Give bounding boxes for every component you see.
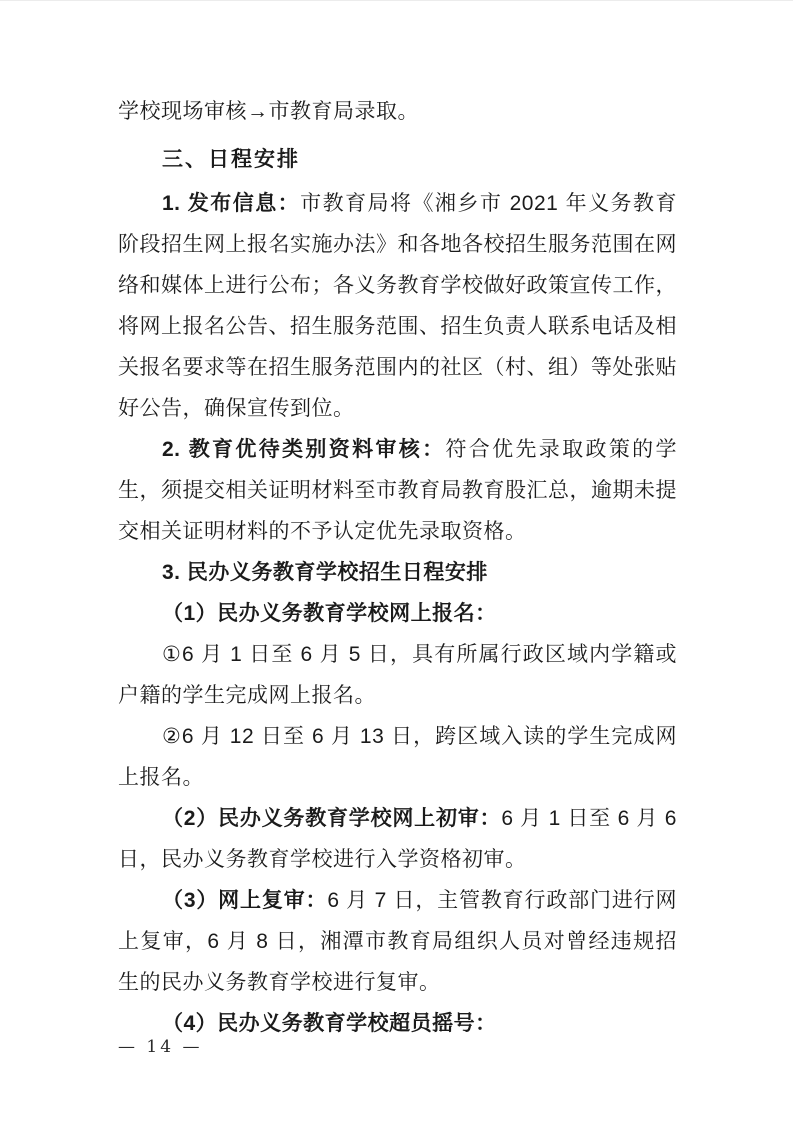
bold-label: （1）民办义务教育学校网上报名：	[162, 602, 497, 625]
text-segment: ①6 月 1 日至 6 月 5 日，具有所属行政区域内学籍或户籍的学生完成网上报名。	[118, 643, 677, 707]
text-segment: ②6 月 12 日至 6 月 13 日，跨区域入读的学生完成网上报名。	[118, 725, 677, 789]
paragraph-item-2	[118, 429, 677, 552]
paragraph-item-1	[118, 183, 677, 429]
document-body	[118, 91, 677, 1044]
paragraph-sub-1	[118, 593, 677, 634]
paragraph-sub-2	[118, 798, 677, 880]
text-segment: 符合优先录取政策的学生，须提交相关证明材料至市教育局教育股汇总，逾期未提交相关证明材料的不予认定优先录取资格。	[118, 438, 677, 543]
bold-label: 三、日程安排	[162, 148, 300, 171]
paragraph-sub-3	[118, 880, 677, 1003]
paragraph-item-3	[118, 552, 677, 593]
bold-label: （4）民办义务教育学校超员摇号：	[162, 1012, 497, 1035]
bold-label: 1. 发布信息：	[162, 192, 301, 215]
section-heading-3	[118, 139, 677, 180]
paragraph-continuation	[118, 91, 677, 132]
text-segment: 学校现场审核→市教育局录取。	[118, 100, 419, 123]
page-footer	[118, 1037, 202, 1057]
bold-label: （3）网上复审：	[162, 889, 328, 912]
paragraph-circled-2	[118, 716, 677, 798]
text-segment: 6 月 7 日，主管教育行政部门进行网上复审，6 月 8 日，湘潭市教育局组织人员对曾经违规招生的民办义务教育学校进行复审。	[118, 889, 677, 994]
bold-label: 3. 民办义务教育学校招生日程安排	[162, 561, 488, 584]
text-segment: 市教育局将《湘乡市 2021 年义务教育阶段招生网上报名实施办法》和各地各校招生服务范围在网络和媒体上进行公布；各义务教育学校做好政策宣传工作，将网上报名公告、招生服务范围、招生负责人联系电话及相关报名要求等在招生服务范围内的社区（村、组）等处张贴好公告，确保宣传到位。	[118, 192, 677, 420]
page-number: — 14 —	[118, 1037, 203, 1057]
bold-label: 2. 教育优待类别资料审核：	[162, 438, 446, 461]
bold-label: （2）民办义务教育学校网上初审：	[162, 807, 502, 830]
text-segment: 6 月 1 日至 6 月 6 日，民办义务教育学校进行入学资格初审。	[118, 807, 677, 871]
paragraph-circled-1	[118, 634, 677, 716]
